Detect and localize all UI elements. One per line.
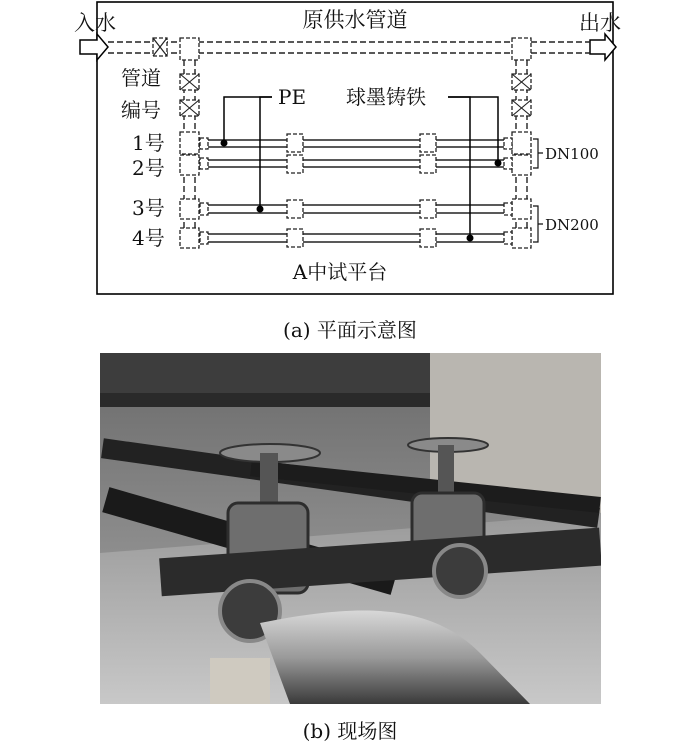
test-pipe-3 — [195, 205, 516, 213]
site-photo — [100, 353, 601, 704]
ductile-iron-pointer-lines — [448, 97, 502, 242]
pipe-number-3: 3号 — [132, 196, 165, 220]
pipe-number-2: 2号 — [132, 156, 165, 180]
outlet-arrow-icon — [590, 34, 616, 60]
figure-a-caption: (a) 平面示意图 — [283, 318, 417, 342]
platform-label: A中试平台 — [292, 260, 388, 284]
inlet-label: 入水 — [74, 11, 116, 35]
test-pipe-2 — [195, 160, 516, 167]
pipe-number-header-line2: 编号 — [121, 98, 161, 122]
dn200-bracket — [533, 206, 543, 242]
pipe-fittings — [180, 132, 531, 248]
outlet-label: 出水 — [579, 11, 621, 35]
dn100-bracket — [533, 139, 543, 168]
figure-b-caption: (b) 现场图 — [302, 719, 398, 743]
pe-pointer-lines — [221, 97, 273, 213]
main-pipe-label: 原供水管道 — [302, 8, 408, 32]
dn200-label: DN200 — [545, 216, 599, 234]
pipe-number-header-line1: 管道 — [121, 66, 161, 90]
pipe-number-1: 1号 — [132, 131, 165, 155]
main-valve-icon — [153, 38, 167, 56]
inlet-arrow-icon — [80, 34, 108, 60]
pe-label: PE — [278, 85, 307, 109]
dn100-label: DN100 — [545, 145, 599, 163]
schematic-frame — [97, 2, 613, 294]
ductile-iron-label: 球墨铸铁 — [346, 85, 426, 109]
plan-schematic — [0, 0, 700, 310]
test-pipe-1 — [195, 140, 516, 147]
pipe-number-4: 4号 — [132, 226, 165, 250]
